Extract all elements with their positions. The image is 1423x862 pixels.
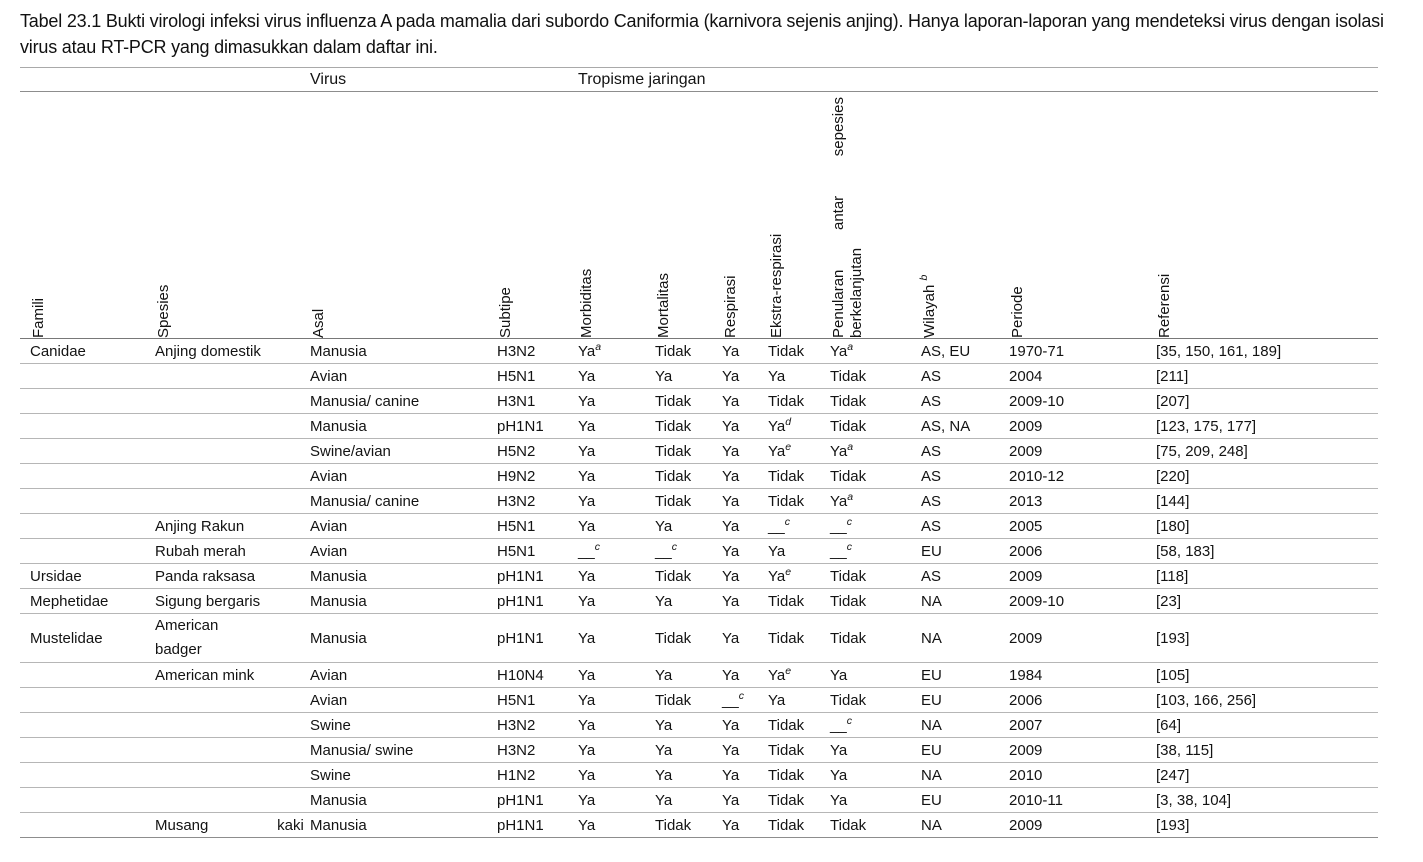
table-cell: Manusia/ canine [310, 489, 497, 514]
table-cell: Avian [310, 364, 497, 389]
table-cell: pH1N1 [497, 589, 578, 614]
table-cell: H3N2 [497, 738, 578, 763]
table-cell: __$^c$ [655, 539, 722, 564]
table-cell: Tidak [768, 738, 830, 763]
table-cell: [207] [1156, 389, 1378, 414]
table-cell: Ya [722, 788, 768, 813]
group-header-row [20, 68, 1378, 92]
table-row [20, 738, 1378, 763]
table-cell: 1984 [1009, 663, 1156, 688]
table-cell: Ya [830, 763, 921, 788]
table-cell [155, 813, 310, 838]
table-cell: [123, 175, 177] [1156, 414, 1378, 439]
table-cell: Ya [722, 663, 768, 688]
table-cell: Ya [578, 464, 655, 489]
table-cell-text: Musang kaki [155, 816, 304, 834]
table-cell: Ya [655, 738, 722, 763]
column-header [768, 92, 830, 339]
table-cell [20, 439, 155, 464]
group-header-virus: Virus [310, 68, 578, 92]
group-header-spacer [20, 68, 310, 92]
table-cell: Tidak [655, 339, 722, 364]
table-cell: Ya [578, 763, 655, 788]
column-header [497, 92, 578, 339]
table-cell: Ya [578, 738, 655, 763]
table-cell: [180] [1156, 514, 1378, 539]
table-cell: Ya [830, 738, 921, 763]
table-cell: American badger [155, 614, 310, 663]
table-cell [20, 713, 155, 738]
column-header-label: Famili [30, 298, 47, 338]
table-row [20, 788, 1378, 813]
table-cell: Rubah merah [155, 539, 310, 564]
table-cell: EU [921, 788, 1009, 813]
table-cell: 2009 [1009, 564, 1156, 589]
table-cell: __$^c$ [768, 514, 830, 539]
table-row [20, 539, 1378, 564]
table-cell [20, 763, 155, 788]
table-cell: Ya$^e$ [768, 663, 830, 688]
table-cell: AS [921, 439, 1009, 464]
table-cell: Ya$^a$ [830, 339, 921, 364]
table-cell: 2009 [1009, 439, 1156, 464]
table-cell: 2010-11 [1009, 788, 1156, 813]
table-cell [155, 688, 310, 713]
column-header-row [20, 92, 1378, 339]
table-cell: pH1N1 [497, 564, 578, 589]
table-cell: 2010 [1009, 763, 1156, 788]
column-header-label: Periode [1009, 286, 1027, 338]
table-cell [20, 464, 155, 489]
table-cell: Ya [722, 564, 768, 589]
table-cell: H5N2 [497, 439, 578, 464]
table-caption: Tabel 23.1 Bukti virologi infeksi virus influenza A pada mamalia dari subordo Caniformia (karnivora sejenis anjing). Hanya laporan-laporan yang mendeteksi virus dengan isolasi virus atau RT-PCR yang dimasukkan dalam daftar ini. [20, 11, 1384, 57]
column-header [310, 92, 497, 339]
table-cell [20, 663, 155, 688]
table-cell: Manusia [310, 414, 497, 439]
table-row [20, 464, 1378, 489]
table-cell: Ya [722, 364, 768, 389]
table-cell: Ya$^d$ [768, 414, 830, 439]
table-cell [20, 389, 155, 414]
table-cell: Avian [310, 663, 497, 688]
column-header [655, 92, 722, 339]
table-cell: [193] [1156, 614, 1378, 663]
table-cell [20, 688, 155, 713]
table-cell: H5N1 [497, 514, 578, 539]
table-cell: Ya [830, 788, 921, 813]
table-cell [20, 788, 155, 813]
table-cell: [144] [1156, 489, 1378, 514]
table-cell: Tidak [655, 688, 722, 713]
table-cell: Tidak [768, 813, 830, 838]
table-cell: Tidak [830, 364, 921, 389]
table-cell: Anjing Rakun [155, 514, 310, 539]
table-cell: Ya [578, 663, 655, 688]
table-cell: Tidak [768, 763, 830, 788]
table-cell: Ya [578, 813, 655, 838]
column-header-label: Asal [310, 308, 327, 338]
table-cell: Ya [768, 539, 830, 564]
table-cell: Canidae [20, 339, 155, 364]
table-cell: Ya [578, 614, 655, 663]
table-cell: Ya [578, 564, 655, 589]
table-cell: H3N1 [497, 389, 578, 414]
table-cell: 1970-71 [1009, 339, 1156, 364]
table-row [20, 564, 1378, 589]
table-row [20, 489, 1378, 514]
table-cell: Ya [722, 738, 768, 763]
table-cell: __$^c$ [722, 688, 768, 713]
table-row [20, 688, 1378, 713]
table-cell: Ya [578, 589, 655, 614]
table-cell: Tidak [830, 813, 921, 838]
table-cell: 2009-10 [1009, 589, 1156, 614]
table-cell: [103, 166, 256] [1156, 688, 1378, 713]
table-cell: [23] [1156, 589, 1378, 614]
table-cell [155, 464, 310, 489]
table-cell: Manusia/ canine [310, 389, 497, 414]
column-header [830, 92, 921, 339]
table-row [20, 813, 1378, 838]
table-cell: Ya [655, 364, 722, 389]
table-cell [155, 738, 310, 763]
table-cell: Ya [655, 589, 722, 614]
table-cell: __$^c$ [830, 539, 921, 564]
table-cell: 2013 [1009, 489, 1156, 514]
table-cell: __$^c$ [830, 713, 921, 738]
table-cell: Avian [310, 688, 497, 713]
table-cell: AS [921, 489, 1009, 514]
table-cell: 2005 [1009, 514, 1156, 539]
table-cell: Ya$^a$ [578, 339, 655, 364]
table-cell: Ya$^a$ [830, 489, 921, 514]
group-header-tropisme: Tropisme jaringan [578, 68, 1378, 92]
table-cell: Tidak [655, 389, 722, 414]
table-cell: NA [921, 813, 1009, 838]
table-cell: Tidak [768, 788, 830, 813]
table-cell: Manusia [310, 788, 497, 813]
table-row [20, 589, 1378, 614]
table-row [20, 389, 1378, 414]
table-cell: [193] [1156, 813, 1378, 838]
table-cell: Panda raksasa [155, 564, 310, 589]
table-cell: Ya [722, 339, 768, 364]
table-cell: EU [921, 688, 1009, 713]
table-cell [20, 489, 155, 514]
column-header [578, 92, 655, 339]
table-cell: AS [921, 364, 1009, 389]
table-cell: Tidak [768, 389, 830, 414]
table-cell: Tidak [655, 813, 722, 838]
table-cell: H1N2 [497, 763, 578, 788]
table-cell: Ya [722, 813, 768, 838]
table-cell: Ya [578, 364, 655, 389]
table-cell [20, 738, 155, 763]
table-cell [155, 763, 310, 788]
column-header-label: Respirasi [722, 275, 740, 338]
table-row [20, 339, 1378, 364]
table-cell: Avian [310, 514, 497, 539]
table-cell: Swine [310, 763, 497, 788]
table-cell: Ya [768, 364, 830, 389]
table-cell: Ya$^a$ [830, 439, 921, 464]
table-cell: [38, 115] [1156, 738, 1378, 763]
table-cell: Ya [722, 514, 768, 539]
table-cell: Tidak [655, 464, 722, 489]
table-cell: AS, EU [921, 339, 1009, 364]
table-cell: Tidak [768, 713, 830, 738]
table-cell: AS [921, 514, 1009, 539]
table-cell: Manusia/ swine [310, 738, 497, 763]
table-cell: Ya [578, 713, 655, 738]
table-cell [20, 514, 155, 539]
table-cell: Ya [722, 489, 768, 514]
table-cell: EU [921, 539, 1009, 564]
table-cell: [220] [1156, 464, 1378, 489]
column-header [1009, 92, 1156, 339]
table-cell: Tidak [830, 389, 921, 414]
document-page [0, 8, 1423, 862]
table-cell: pH1N1 [497, 788, 578, 813]
table-cell: EU [921, 663, 1009, 688]
table-cell [155, 439, 310, 464]
table-cell: Ya [578, 389, 655, 414]
column-header-label: Morbiditas [578, 268, 596, 338]
table-cell: Ya [768, 688, 830, 713]
table-cell: Avian [310, 464, 497, 489]
table-cell [20, 539, 155, 564]
table-cell: H5N1 [497, 539, 578, 564]
column-header-label: Referensi [1156, 273, 1174, 338]
table-cell: Ya [655, 713, 722, 738]
table-cell [155, 788, 310, 813]
table-cell: Tidak [655, 564, 722, 589]
table-cell: 2009 [1009, 813, 1156, 838]
table-row [20, 439, 1378, 464]
table-cell: Ya$^e$ [768, 564, 830, 589]
table-cell: __$^c$ [830, 514, 921, 539]
table-cell: 2006 [1009, 688, 1156, 713]
table-cell: NA [921, 614, 1009, 663]
caniformia-influenza-table [20, 67, 1378, 838]
table-cell: Tidak [830, 614, 921, 663]
table-cell: Ya [722, 389, 768, 414]
column-header [20, 92, 155, 339]
table-cell: [35, 150, 161, 189] [1156, 339, 1378, 364]
column-header [918, 92, 1009, 339]
table-cell: Ya [722, 539, 768, 564]
table-cell: Ya [655, 514, 722, 539]
table-cell: Ya [722, 713, 768, 738]
table-cell: Ya [830, 663, 921, 688]
table-cell: Manusia [310, 564, 497, 589]
table-cell: Ya [655, 788, 722, 813]
table-cell: Tidak [655, 439, 722, 464]
table-cell [20, 414, 155, 439]
table-cell: NA [921, 763, 1009, 788]
table-cell: pH1N1 [497, 614, 578, 663]
table-cell: AS [921, 464, 1009, 489]
table-cell: Tidak [655, 414, 722, 439]
table-cell: H5N1 [497, 688, 578, 713]
table-cell: pH1N1 [497, 414, 578, 439]
table-cell: Manusia [310, 614, 497, 663]
table-cell: Tidak [830, 564, 921, 589]
table-cell: [64] [1156, 713, 1378, 738]
table-cell: H3N2 [497, 713, 578, 738]
table-cell: Ya [722, 589, 768, 614]
table-cell: Mephetidae [20, 589, 155, 614]
table-cell: H5N1 [497, 364, 578, 389]
table-cell: Tidak [768, 464, 830, 489]
table-cell: Ya [578, 514, 655, 539]
table-cell: Ya [722, 763, 768, 788]
table-cell: [118] [1156, 564, 1378, 589]
table-cell: pH1N1 [497, 813, 578, 838]
table-cell: Tidak [768, 339, 830, 364]
table-cell: AS, NA [921, 414, 1009, 439]
table-cell: Tidak [768, 489, 830, 514]
table-cell: H10N4 [497, 663, 578, 688]
table-cell: [247] [1156, 763, 1378, 788]
table-cell: Swine/avian [310, 439, 497, 464]
table-cell: [58, 183] [1156, 539, 1378, 564]
table-cell: 2004 [1009, 364, 1156, 389]
table-cell: 2009 [1009, 614, 1156, 663]
table-cell [155, 489, 310, 514]
table-cell: Ya [578, 489, 655, 514]
table-cell: Tidak [830, 688, 921, 713]
column-header-label: Mortalitas [655, 272, 673, 338]
column-header-label: Spesies [155, 284, 172, 338]
table-cell: Tidak [830, 414, 921, 439]
table-cell: __$^c$ [578, 539, 655, 564]
table-cell: [211] [1156, 364, 1378, 389]
table-cell: 2006 [1009, 539, 1156, 564]
table-cell: Tidak [655, 489, 722, 514]
table-cell: Mustelidae [20, 614, 155, 663]
table-cell: 2009-10 [1009, 389, 1156, 414]
table-cell [20, 813, 155, 838]
table-row [20, 364, 1378, 389]
table-cell [155, 414, 310, 439]
table-cell: Ya [722, 439, 768, 464]
table-cell: Tidak [768, 614, 830, 663]
table-cell [155, 389, 310, 414]
table-cell: NA [921, 713, 1009, 738]
table-cell: H3N2 [497, 339, 578, 364]
column-header-label: Subtipe [497, 287, 514, 338]
table-cell: Ya [722, 414, 768, 439]
column-header [1156, 92, 1378, 339]
table-row [20, 414, 1378, 439]
table-cell: EU [921, 738, 1009, 763]
table-row [20, 514, 1378, 539]
table-cell: 2009 [1009, 738, 1156, 763]
column-header-label: Wilayah $^b$ [918, 274, 939, 338]
table-cell: 2007 [1009, 713, 1156, 738]
table-cell: Sigung bergaris [155, 589, 310, 614]
table-row [20, 763, 1378, 788]
table-row [20, 663, 1378, 688]
table-cell: [3, 38, 104] [1156, 788, 1378, 813]
table-cell: AS [921, 564, 1009, 589]
table-cell: Ya$^e$ [768, 439, 830, 464]
table-cell: Ya [578, 788, 655, 813]
table-cell: Ya [655, 763, 722, 788]
table-cell: Ursidae [20, 564, 155, 589]
table-row [20, 713, 1378, 738]
table-cell: Ya [578, 414, 655, 439]
table-cell: NA [921, 589, 1009, 614]
table-cell [155, 713, 310, 738]
table-cell: American mink [155, 663, 310, 688]
table-cell: Manusia [310, 589, 497, 614]
table-cell: [105] [1156, 663, 1378, 688]
table-cell: Ya [578, 688, 655, 713]
table-cell: H9N2 [497, 464, 578, 489]
table-cell: Swine [310, 713, 497, 738]
table-cell: H3N2 [497, 489, 578, 514]
table-cell [20, 364, 155, 389]
table-cell: Tidak [768, 589, 830, 614]
table-cell: Ya [722, 464, 768, 489]
table-cell: Tidak [830, 589, 921, 614]
table-cell: Manusia [310, 339, 497, 364]
table-cell [155, 364, 310, 389]
table-cell: [75, 209, 248] [1156, 439, 1378, 464]
table-cell: Avian [310, 539, 497, 564]
table-cell: AS [921, 389, 1009, 414]
column-header-label: Ekstra-respirasi [768, 233, 786, 338]
column-header-label: Penularan antar sepesies berkelanjutan [830, 97, 866, 338]
table-cell: Manusia [310, 813, 497, 838]
table-cell: 2010-12 [1009, 464, 1156, 489]
table-cell: 2009 [1009, 414, 1156, 439]
table-cell: Ya [578, 439, 655, 464]
table-cell: Tidak [655, 614, 722, 663]
table-cell: Ya [722, 614, 768, 663]
column-header [155, 92, 310, 339]
table-row [20, 614, 1378, 663]
table-cell: Ya [655, 663, 722, 688]
column-header [722, 92, 768, 339]
table-cell: Tidak [830, 464, 921, 489]
table-cell: Anjing domestik [155, 339, 310, 364]
